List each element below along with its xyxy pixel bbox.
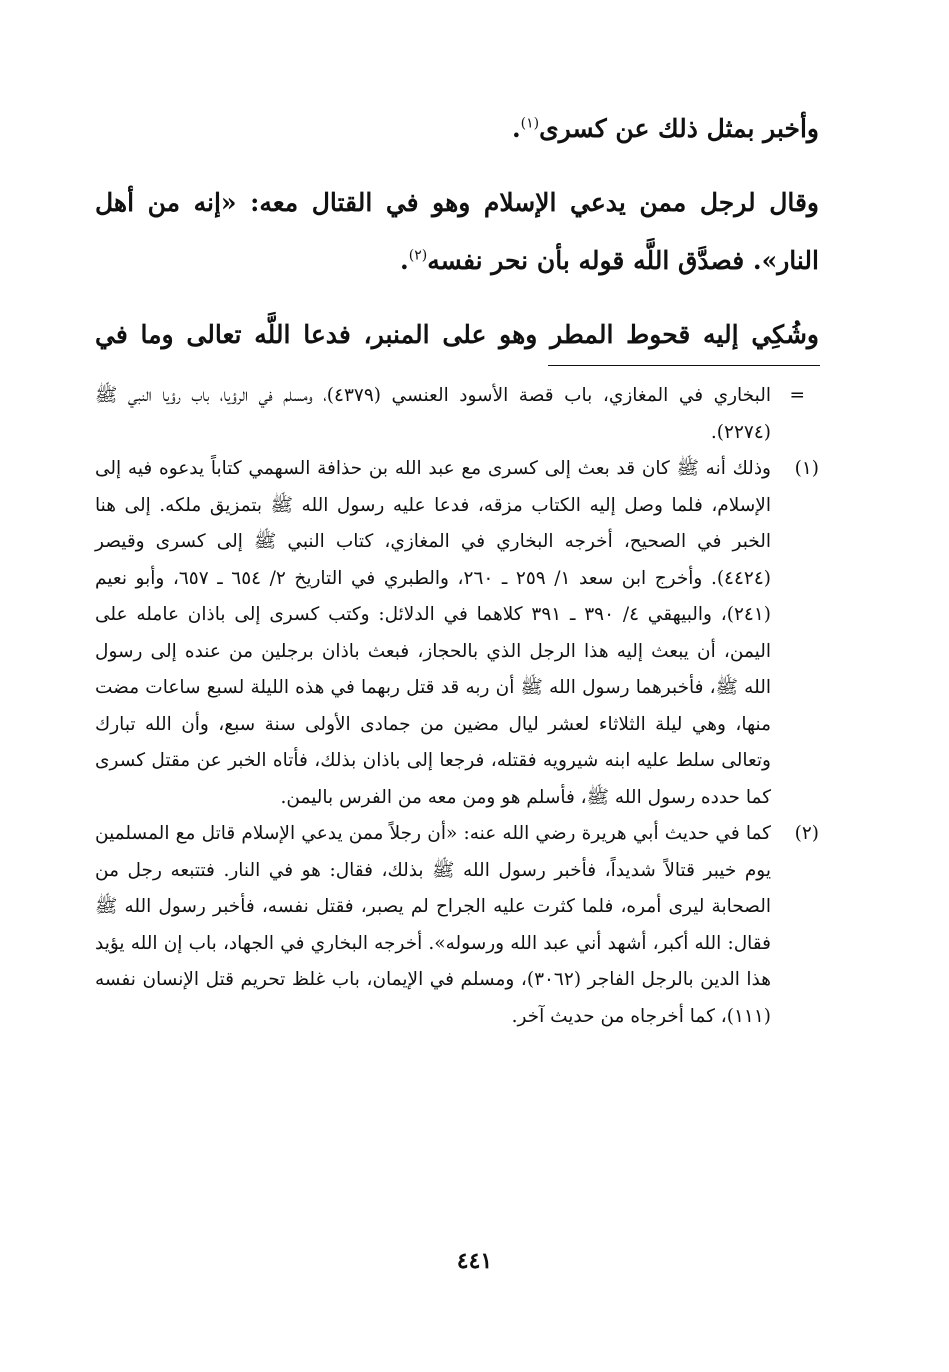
paragraph-man-of-fire <box>95 174 819 290</box>
footnote-text: كما في حديث أبي هريرة رضي الله عنه: «أن رجلاً ممن يدعي الإسلام قاتل مع المسلمين يوم خيبر قتالاً شديداً، فأخبر رسول الله ﷺ بذلك، فقال: هو في النار. فتتبعه رجل من الصحابة ليرى أمره، فلما كثرت عليه الجراح لم يصبر، فقتل نفسه، فأخبر رسول الله ﷺ فقال: الله أكبر، أشهد أني عبد الله ورسوله». أخرجه البخاري في الجهاد، باب إن الله يؤيد هذا الدين بالرجل الفاجر (٣٠٦٢)، ومسلم في الإيمان، باب غلظ تحريم قتل الإنسان نفسه (١١١)، كما أخرجاه من حديث آخر. <box>95 823 771 1027</box>
paragraph-rain <box>95 306 819 364</box>
footnote-text: وذلك أنه ﷺ كان قد بعث إلى كسرى مع عبد الله بن حذافة السهمي كتاباً يدعوه فيه إلى الإسلام، فلما وصل إليه الكتاب مزقه، فدعا عليه رسول الله ﷺ بتمزيق ملكه. إلى هنا الخبر في الصحيح، أخرجه البخاري في المغازي، كتاب النبي ﷺ إلى كسرى وقيصر (٤٤٢٤). وأخرج ابن سعد ١/ ٢٥٩ ـ ٢٦٠، والطبري في التاريخ ٢/ ٦٥٤ ـ ٦٥٧، وأبو نعيم (٢٤١)، والبيهقي ٤/ ٣٩٠ ـ ٣٩١ كلاهما في الدلائل: وكتب كسرى إلى باذان عامله على اليمن، أن يبعث إليه هذا الرجل الذي بالحجاز، فبعث باذان برجلين من عنده إلى رسول الله ﷺ، فأخبرهما رسول الله ﷺ أن ربه قد قتل ربهما في هذه الليلة لسبع ساعات مضت منها، وهي ليلة الثلاثاء لعشر ليال مضين من جمادى الأولى سنة سبع، وأن الله تبارك وتعالى سلط عليه ابنه شيرويه فقتله، فرجعا إلى باذان بذلك، فأتاه الخبر عن مقتل كسرى كما حدده رسول الله ﷺ، فأسلم هو ومن معه من الفرس باليمن. <box>95 458 772 808</box>
paragraph-end: . <box>511 114 521 143</box>
footnote-number: (٢) <box>794 823 819 844</box>
continuation-mark: = <box>789 385 805 406</box>
footnote-divider <box>548 365 820 366</box>
footnote-ref-1[interactable]: (١) <box>520 115 540 132</box>
footnote-text: البخاري في المغازي، باب قصة الأسود العنسي (٤٣٧٩)، ومسلم في الرؤيا، باب رؤيا النبي ﷺ (٢٢٧٤). <box>95 385 771 443</box>
paragraph-khosrow <box>95 100 819 158</box>
footnote-1 <box>95 451 819 816</box>
footnote-2 <box>95 816 819 1035</box>
footnotes <box>95 378 819 1035</box>
footnote-number: (١) <box>794 458 819 479</box>
paragraph-text: وأخبر بمثل ذلك عن كسرى <box>539 114 819 143</box>
main-text <box>95 100 819 380</box>
page-number: ٤٤١ <box>456 1248 493 1274</box>
footnote-ref-2[interactable]: (٢) <box>408 247 428 264</box>
paragraph-text: وشُكِي إليه قحوط المطر وهو على المنبر، فدعا اللَّه تعالى وما في <box>95 320 819 349</box>
paragraph-text: وقال لرجل ممن يدعي الإسلام وهو في القتال معه: «إنه من أهل النار». فصدَّق اللَّه قوله بأن نحر نفسه <box>95 188 819 275</box>
footnote-continuation <box>95 378 819 451</box>
paragraph-end: . <box>400 246 409 275</box>
